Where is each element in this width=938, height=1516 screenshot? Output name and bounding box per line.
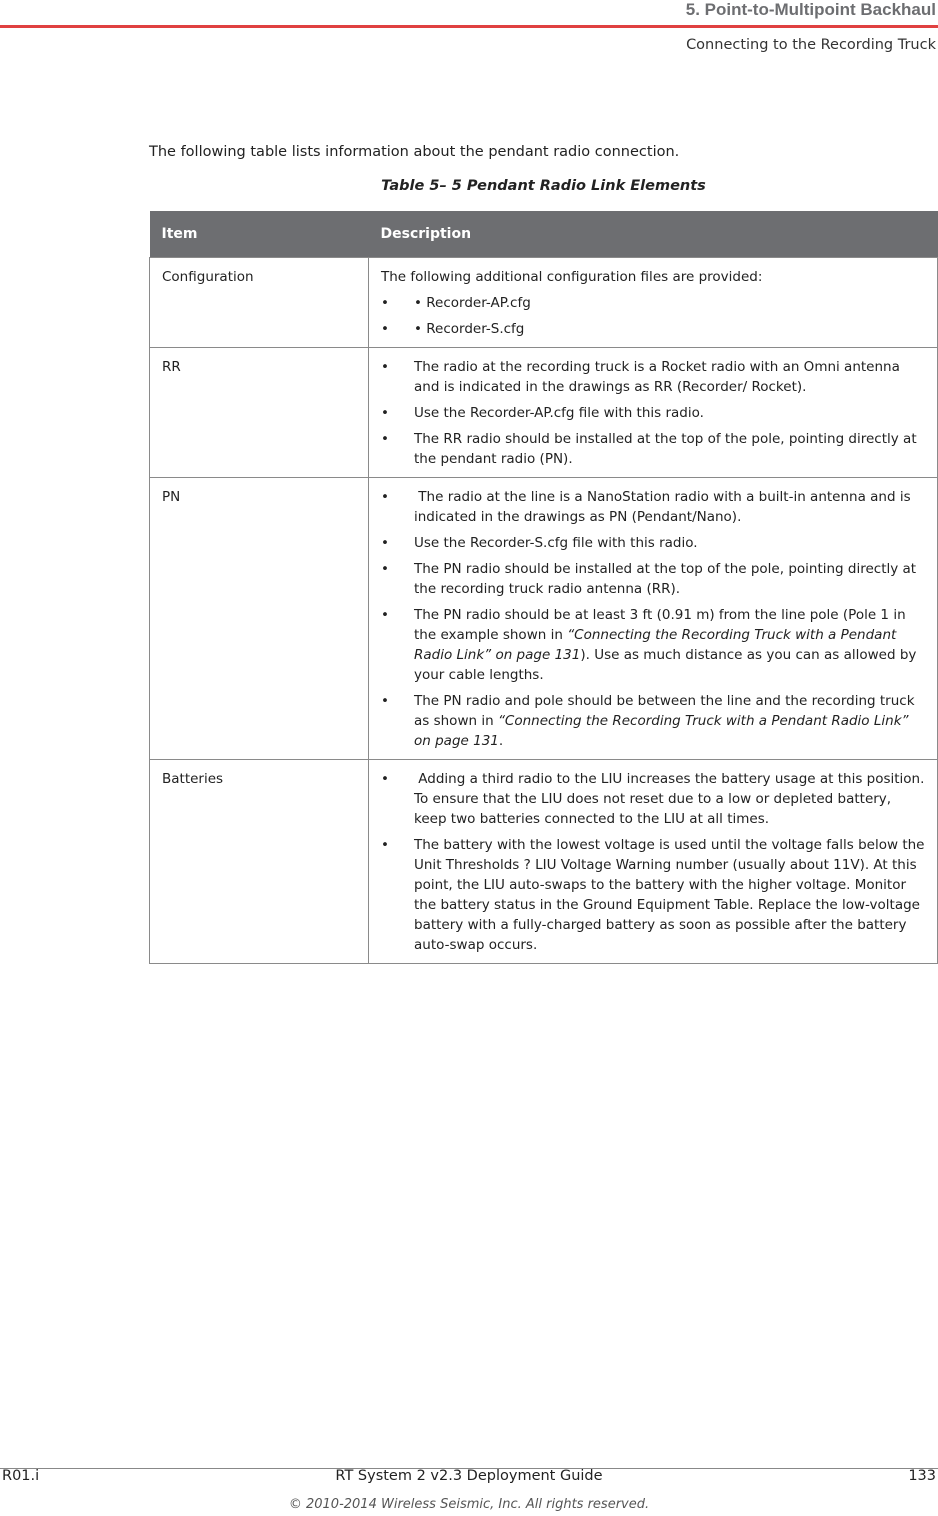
header-rule bbox=[0, 25, 938, 28]
table-caption: Table 5– 5 Pendant Radio Link Elements bbox=[381, 178, 706, 194]
bullet-item: • • Recorder-AP.cfg bbox=[381, 295, 531, 311]
table-row bbox=[150, 348, 938, 478]
table-row bbox=[150, 478, 938, 760]
footer-page-number: 133 bbox=[908, 1468, 936, 1484]
bullet-marker: • bbox=[381, 321, 389, 337]
section-title: Connecting to the Recording Truck bbox=[686, 37, 936, 53]
bullet-item: • The RR radio should be installed at the top of the pole, pointing directly at the pendant radio (PN). bbox=[381, 431, 917, 467]
description-cell bbox=[369, 348, 938, 478]
bullet-marker: • bbox=[381, 693, 389, 709]
item-cell: Configuration bbox=[150, 258, 369, 348]
bullet-item: • • Recorder-S.cfg bbox=[381, 321, 525, 337]
bullet-list bbox=[381, 487, 925, 751]
table-row bbox=[150, 760, 938, 964]
bullet-marker: • bbox=[381, 431, 389, 447]
description-cell bbox=[369, 478, 938, 760]
chapter-title: 5. Point-to-Multipoint Backhaul bbox=[685, 0, 936, 19]
bullet-marker: • bbox=[381, 359, 389, 375]
bullet-marker: • bbox=[381, 489, 389, 505]
footer-document-title: RT System 2 v2.3 Deployment Guide bbox=[335, 1468, 603, 1484]
table-row bbox=[150, 258, 938, 348]
cross-reference-link[interactable]: “Connecting the Recording Truck with a Pendant Radio Link” on page 131 bbox=[414, 713, 909, 749]
bullet-list bbox=[381, 293, 925, 339]
bullet-item: • The radio at the recording truck is a Rocket radio with an Omni antenna and is indicated in the drawings as RR (Recorder/ Rocket). bbox=[381, 359, 900, 395]
bullet-item: • Use the Recorder-AP.cfg file with this radio. bbox=[381, 405, 704, 421]
intro-paragraph: The following table lists information about the pendant radio connection. bbox=[149, 144, 680, 160]
item-cell: PN bbox=[150, 478, 369, 760]
cross-reference-link[interactable]: “Connecting the Recording Truck with a Pendant Radio Link” on page 131 bbox=[414, 627, 897, 663]
bullet-marker: • bbox=[381, 607, 389, 623]
bullet-item: • Adding a third radio to the LIU increases the battery usage at this position. To ensure that the LIU does not reset due to a low or depleted battery, keep two batteries connected to the LIU at all times. bbox=[381, 771, 929, 827]
bullet-item: • Use the Recorder-S.cfg file with this radio. bbox=[381, 535, 698, 551]
bullet-item: • The radio at the line is a NanoStation radio with a built-in antenna and is indicated in the drawings as PN (Pendant/Nano). bbox=[381, 489, 915, 525]
column-header-item: Item bbox=[150, 211, 369, 258]
footer-revision: R01.i bbox=[2, 1468, 40, 1484]
description-cell bbox=[369, 258, 938, 348]
column-header-description: Description bbox=[369, 211, 938, 258]
bullet-marker: • bbox=[381, 295, 389, 311]
bullet-list bbox=[381, 769, 929, 955]
bullet-item: • The PN radio should be installed at the top of the pole, pointing directly at the recording truck radio antenna (RR). bbox=[381, 561, 917, 597]
pendant-radio-table bbox=[149, 211, 938, 964]
bullet-marker: • bbox=[381, 561, 389, 577]
bullet-list bbox=[381, 357, 925, 469]
item-cell: Batteries bbox=[150, 760, 369, 964]
bullet-item: • The battery with the lowest voltage is used until the voltage falls below the Unit Thresholds ? LIU Voltage Warning number (usually about 11V). At this point, the LIU auto-swaps to the battery with the higher voltage. Monitor the battery status in the Ground Equipment Table. Replace the low-voltage battery with a fully-charged battery as soon as possible after the battery auto-swap occurs. bbox=[381, 837, 925, 953]
bullet-marker: • bbox=[381, 535, 389, 551]
table-header-row bbox=[150, 211, 938, 258]
bullet-marker: • bbox=[381, 771, 389, 787]
description-intro: The following additional configuration files are provided: bbox=[381, 269, 763, 285]
footer-copyright: © 2010-2014 Wireless Seismic, Inc. All rights reserved. bbox=[288, 1497, 650, 1512]
bullet-item: • The PN radio should be at least 3 ft (0.91 m) from the line pole (Pole 1 in the example shown in “Connecting the Recording Truck with a Pendant Radio Link” on page 131). Use as much distance as you can as allowed by your cable lengths. bbox=[381, 607, 917, 683]
bullet-marker: • bbox=[381, 405, 389, 421]
bullet-item: • The PN radio and pole should be between the line and the recording truck as shown in “Connecting the Recording Truck with a Pendant Radio Link” on page 131. bbox=[381, 693, 915, 749]
bullet-marker: • bbox=[381, 837, 389, 853]
description-cell bbox=[369, 760, 938, 964]
item-cell: RR bbox=[150, 348, 369, 478]
